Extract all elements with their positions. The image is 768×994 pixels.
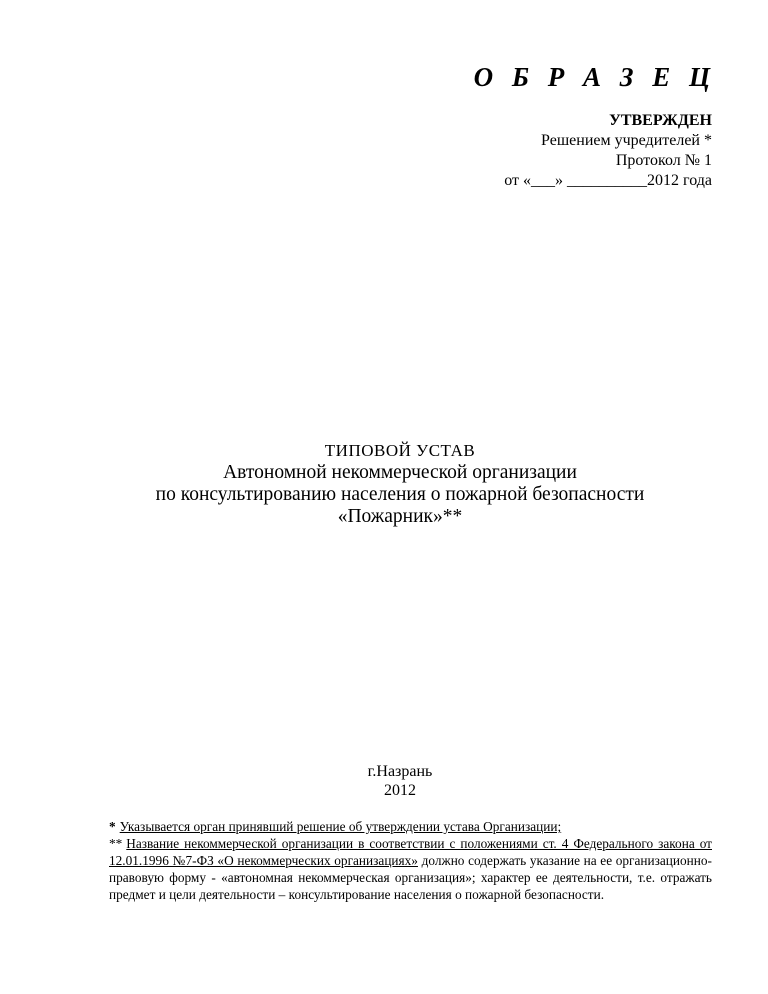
protocol-number: Протокол № 1 bbox=[615, 152, 712, 169]
title-line-4: «Пожарник»** bbox=[337, 506, 463, 527]
approval-date: от «___» __________2012 года bbox=[504, 172, 712, 189]
footnote-1-marker: * bbox=[109, 819, 116, 834]
title-line-1: ТИПОВОЙ УСТАВ bbox=[324, 441, 476, 460]
footnote-2-text: должно содержать указание на ее организационно-правовую форму - «автономная некоммерческая организация»; характер ее деятельности, т.е. отражать предмет и цели деятельности – консультирование населения о пожарной безопасности. bbox=[109, 853, 712, 902]
footnote-2-underlined-text: Название некоммерческой организации в соответствии с положениями ст. 4 Федерального закона от 12.01.1996 №7-ФЗ «О некоммерческих организациях» bbox=[109, 836, 712, 868]
approved-by: Решением учредителей * bbox=[541, 132, 712, 149]
city: г.Назрань bbox=[367, 763, 433, 780]
approval-block bbox=[504, 111, 712, 191]
footnote-2 bbox=[109, 835, 712, 903]
place-and-year bbox=[60, 762, 740, 800]
footnote-1 bbox=[109, 818, 712, 835]
footnote-2-marker: ** bbox=[109, 836, 123, 851]
approved-label: УТВЕРЖДЕН bbox=[609, 112, 712, 129]
footnotes bbox=[109, 818, 712, 903]
document-title bbox=[60, 440, 740, 528]
title-line-3: по консультированию населения о пожарной безопасности bbox=[155, 484, 645, 505]
sample-stamp: О Б Р А З Е Ц bbox=[473, 62, 716, 92]
year: 2012 bbox=[384, 782, 416, 799]
footnote-1-text: Указывается орган принявший решение об утверждении устава Организации; bbox=[119, 819, 562, 834]
title-line-2: Автономной некоммерческой организации bbox=[223, 462, 577, 483]
